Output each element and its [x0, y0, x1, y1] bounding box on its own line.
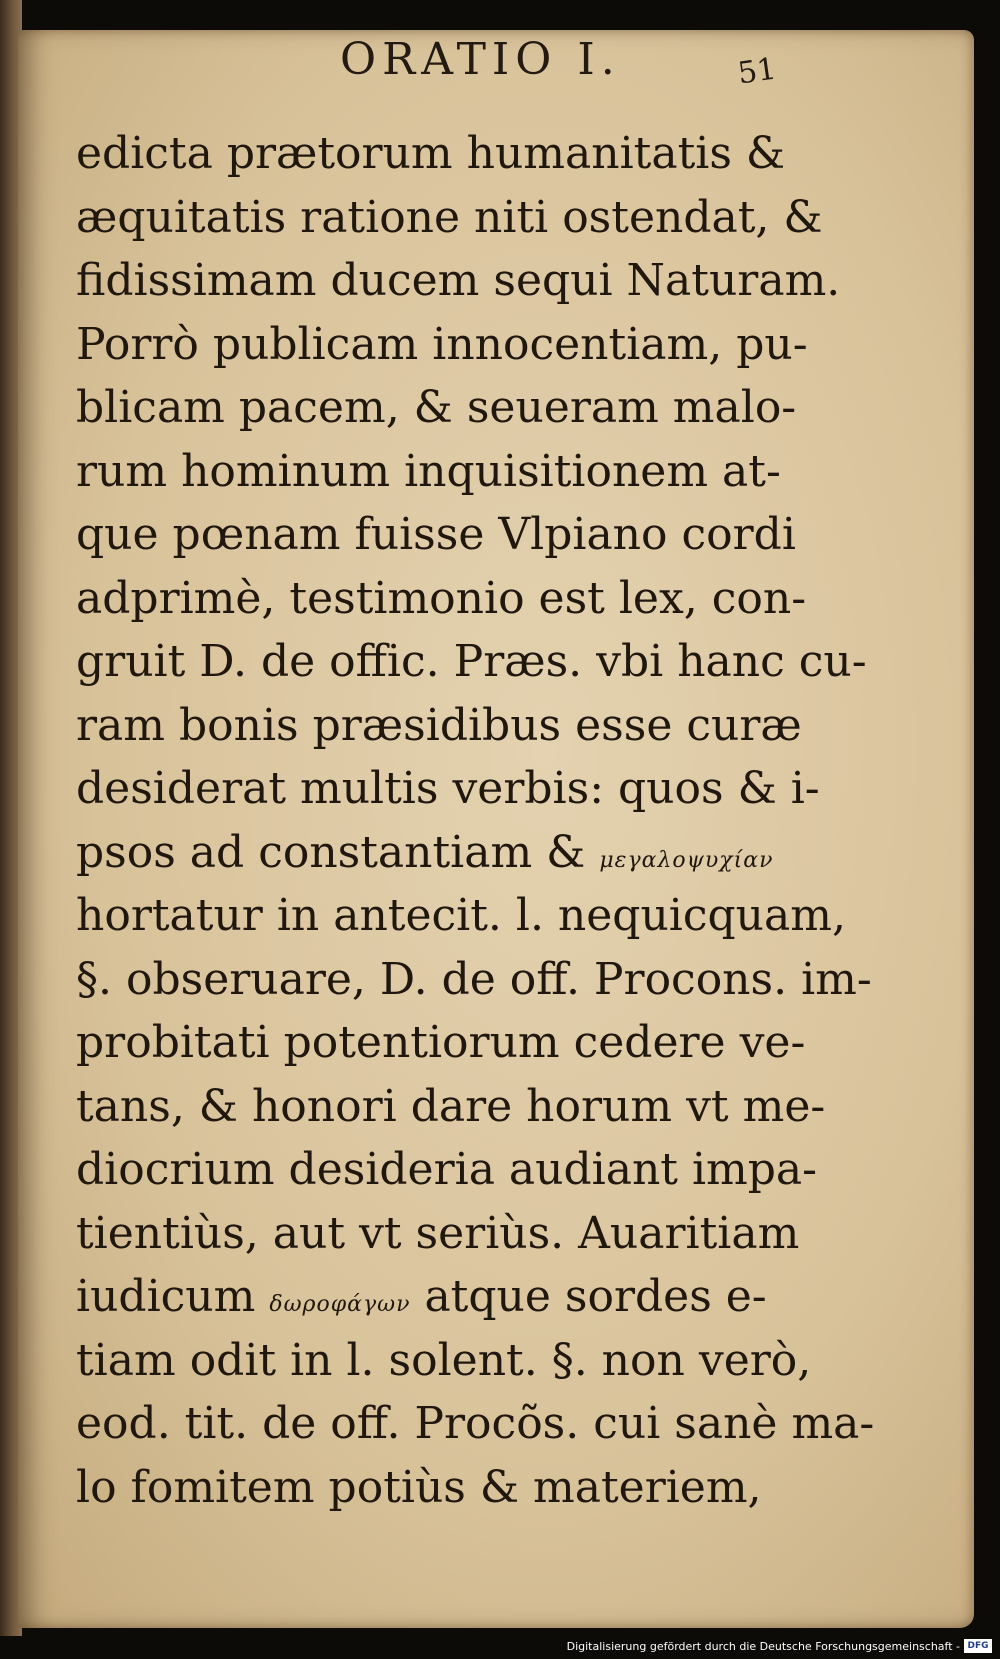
text-line: fidissimam ducem sequi Naturam.	[76, 255, 841, 306]
digitization-footer	[0, 1636, 1000, 1659]
text-line: ram bonis præsidibus esse curæ	[76, 699, 802, 751]
text-line-with-greek	[76, 821, 796, 885]
text-line: adprimè, testimonio est lex, con-	[76, 572, 807, 624]
text-line: diocrium desideria audiant impa-	[76, 1144, 818, 1195]
text-line: rum hominum inquisitionem at-	[76, 445, 781, 497]
body-text	[76, 82, 875, 1519]
text-segment: iudicum	[76, 1271, 256, 1322]
text-segment: atque sordes e-	[424, 1271, 767, 1322]
text-line: §. obseruare, D. de off. Procons. im-	[76, 953, 872, 1005]
text-segment: psos ad constantiam &	[76, 826, 586, 878]
page-number: 51	[735, 51, 779, 92]
text-line: tiam odit in l. solent. §. non verò,	[76, 1334, 812, 1386]
book-page	[18, 30, 974, 1628]
text-line-with-greek	[76, 1265, 796, 1329]
text-line: tientiùs, aut vt seriùs. Auaritiam	[76, 1207, 800, 1259]
running-head-title: ORATIO I.	[340, 34, 621, 85]
text-line: æquitatis ratione niti ostendat, &	[76, 191, 823, 243]
text-line: probitati potentiorum cedere ve-	[76, 1017, 806, 1068]
greek-term-megalopsychia: μεγαλοψυχίαν	[599, 847, 774, 873]
text-line: blicam pacem, & seueram malo-	[76, 382, 797, 433]
text-line: desiderat multis verbis: quos & i-	[76, 763, 820, 814]
text-line: que pœnam fuisse Vlpiano cordi	[76, 509, 796, 560]
text-line: Porrò publicam innocentiam, pu-	[76, 318, 808, 370]
text-line: tans, & honori dare horum vt me-	[76, 1080, 826, 1132]
dfg-logo: DFG	[964, 1639, 992, 1653]
text-line: edicta prætorum humanitatis &	[76, 128, 786, 179]
text-line: eod. tit. de off. Procõs. cui sanè ma-	[76, 1398, 875, 1449]
text-line: hortatur in antecit. l. nequicquam,	[76, 890, 846, 941]
greek-term-dorophagon: δωροφάγων	[269, 1292, 411, 1317]
text-line: lo fomitem potiùs & materiem,	[76, 1461, 762, 1513]
funding-credit: Digitalisierung gefördert durch die Deutsche Forschungsgemeinschaft -	[566, 1640, 960, 1653]
text-line: gruit D. de offic. Præs. vbi hanc cu-	[76, 636, 867, 687]
